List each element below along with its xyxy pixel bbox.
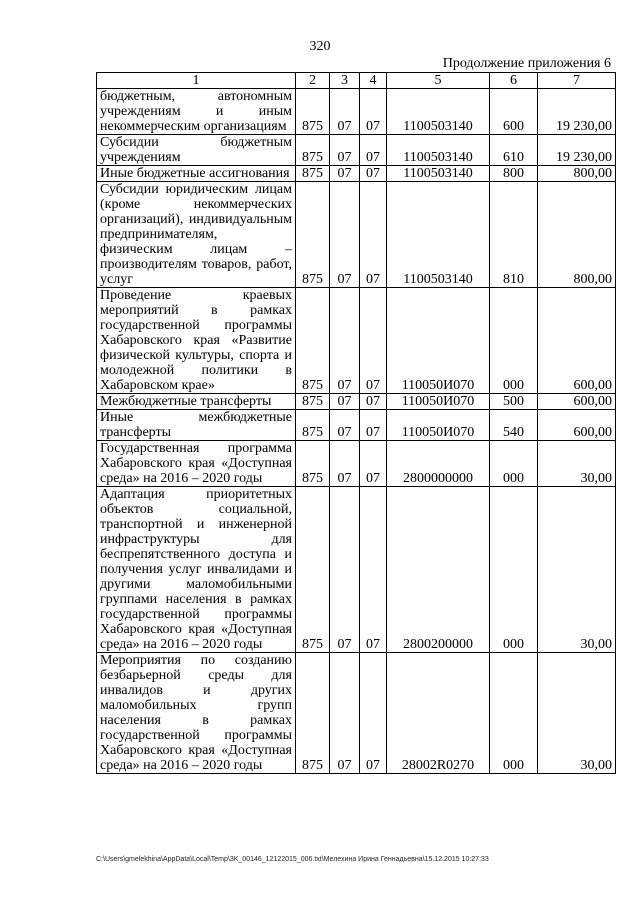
table-row — [97, 653, 616, 774]
cell-target-article: 1100503140 — [387, 182, 490, 288]
cell-section: 07 — [330, 182, 360, 288]
row-name: Субсидии бюджетным учреждениям — [97, 135, 296, 166]
cell-amount: 800,00 — [538, 166, 616, 182]
cell-amount: 600,00 — [538, 288, 616, 394]
cell-target-article: 2800200000 — [387, 487, 490, 653]
cell-amount: 600,00 — [538, 410, 616, 441]
cell-glava: 875 — [296, 288, 330, 394]
cell-target-article: 2800000000 — [387, 441, 490, 487]
row-name: Субсидии юридическим лицам (кроме некоммерческих организаций), индивидуальным предпринимателям, физическим лицам – производителям товаров, работ, услуг — [97, 182, 296, 288]
cell-target-article: 1100503140 — [387, 135, 490, 166]
table-row — [97, 487, 616, 653]
cell-expense-type: 000 — [490, 441, 538, 487]
header-cell: 2 — [296, 73, 330, 89]
header-cell: 4 — [360, 73, 387, 89]
cell-amount: 19 230,00 — [538, 135, 616, 166]
header-cell: 1 — [97, 73, 296, 89]
header-cell: 3 — [330, 73, 360, 89]
row-name: Мероприятия по созданию безбарьерной среды для инвалидов и других маломобильных групп населения в рамках государственной программы Хабаровского края «Доступная среда» на 2016 – 2020 годы — [97, 653, 296, 774]
cell-glava: 875 — [296, 135, 330, 166]
cell-target-article: 1100503140 — [387, 89, 490, 135]
header-cell: 6 — [490, 73, 538, 89]
cell-subsection: 07 — [360, 166, 387, 182]
cell-subsection: 07 — [360, 135, 387, 166]
table-row — [97, 441, 616, 487]
cell-section: 07 — [330, 89, 360, 135]
cell-glava: 875 — [296, 166, 330, 182]
page-number: 320 — [309, 39, 331, 54]
cell-target-article: 28002R0270 — [387, 653, 490, 774]
table-row — [97, 135, 616, 166]
cell-expense-type: 000 — [490, 487, 538, 653]
cell-subsection: 07 — [360, 441, 387, 487]
cell-expense-type: 000 — [490, 653, 538, 774]
header-cell: 5 — [387, 73, 490, 89]
cell-expense-type: 800 — [490, 166, 538, 182]
cell-expense-type: 600 — [490, 89, 538, 135]
table-row — [97, 394, 616, 410]
row-name: Иные межбюджетные трансферты — [97, 410, 296, 441]
row-name: Проведение краевых мероприятий в рамках государственной программы Хабаровского края «Развитие физической культуры, спорта и молодежной политики в Хабаровском крае» — [97, 288, 296, 394]
cell-subsection: 07 — [360, 89, 387, 135]
cell-glava: 875 — [296, 182, 330, 288]
file-path-footer: C:\Users\gmelekhina\AppData\Local\Temp\3K_00146_12122015_006.txt\Мелехина Ирина Геннадьевна\15.12.2015 10:27:33 — [96, 856, 489, 863]
cell-amount: 600,00 — [538, 394, 616, 410]
cell-glava: 875 — [296, 410, 330, 441]
row-name: Межбюджетные трансферты — [97, 394, 296, 410]
cell-expense-type: 000 — [490, 288, 538, 394]
cell-amount: 30,00 — [538, 487, 616, 653]
cell-glava: 875 — [296, 394, 330, 410]
cell-subsection: 07 — [360, 394, 387, 410]
cell-expense-type: 810 — [490, 182, 538, 288]
cell-section: 07 — [330, 288, 360, 394]
cell-target-article: 110050И070 — [387, 410, 490, 441]
header-cell: 7 — [538, 73, 616, 89]
table-row — [97, 182, 616, 288]
budget-table — [96, 72, 616, 774]
cell-section: 07 — [330, 166, 360, 182]
header-row — [97, 73, 616, 89]
table-row — [97, 288, 616, 394]
table-row — [97, 166, 616, 182]
cell-expense-type: 540 — [490, 410, 538, 441]
cell-glava: 875 — [296, 487, 330, 653]
cell-target-article: 110050И070 — [387, 288, 490, 394]
cell-glava: 875 — [296, 89, 330, 135]
cell-amount: 800,00 — [538, 182, 616, 288]
row-name: Иные бюджетные ассигнования — [97, 166, 296, 182]
cell-expense-type: 610 — [490, 135, 538, 166]
table-row — [97, 410, 616, 441]
cell-glava: 875 — [296, 653, 330, 774]
cell-target-article: 1100503140 — [387, 166, 490, 182]
row-name: бюджетным, автономным учреждениям и иным некоммерческим организациям — [97, 89, 296, 135]
cell-amount: 30,00 — [538, 441, 616, 487]
cell-section: 07 — [330, 441, 360, 487]
cell-subsection: 07 — [360, 288, 387, 394]
cell-amount: 30,00 — [538, 653, 616, 774]
cell-subsection: 07 — [360, 487, 387, 653]
cell-section: 07 — [330, 487, 360, 653]
cell-expense-type: 500 — [490, 394, 538, 410]
continuation-label: Продолжение приложения 6 — [442, 56, 611, 71]
cell-subsection: 07 — [360, 410, 387, 441]
cell-amount: 19 230,00 — [538, 89, 616, 135]
cell-subsection: 07 — [360, 653, 387, 774]
cell-glava: 875 — [296, 441, 330, 487]
cell-target-article: 110050И070 — [387, 394, 490, 410]
row-name: Адаптация приоритетных объектов социальной, транспортной и инженерной инфраструктуры для беспрепятственного доступа и получения услуг инвалидами и другими маломобильными группами населения в рамках государственной программы Хабаровского края «Доступная среда» на 2016 – 2020 годы — [97, 487, 296, 653]
cell-section: 07 — [330, 135, 360, 166]
cell-section: 07 — [330, 394, 360, 410]
table-row — [97, 89, 616, 135]
row-name: Государственная программа Хабаровского края «Доступная среда» на 2016 – 2020 годы — [97, 441, 296, 487]
cell-section: 07 — [330, 410, 360, 441]
cell-subsection: 07 — [360, 182, 387, 288]
cell-section: 07 — [330, 653, 360, 774]
